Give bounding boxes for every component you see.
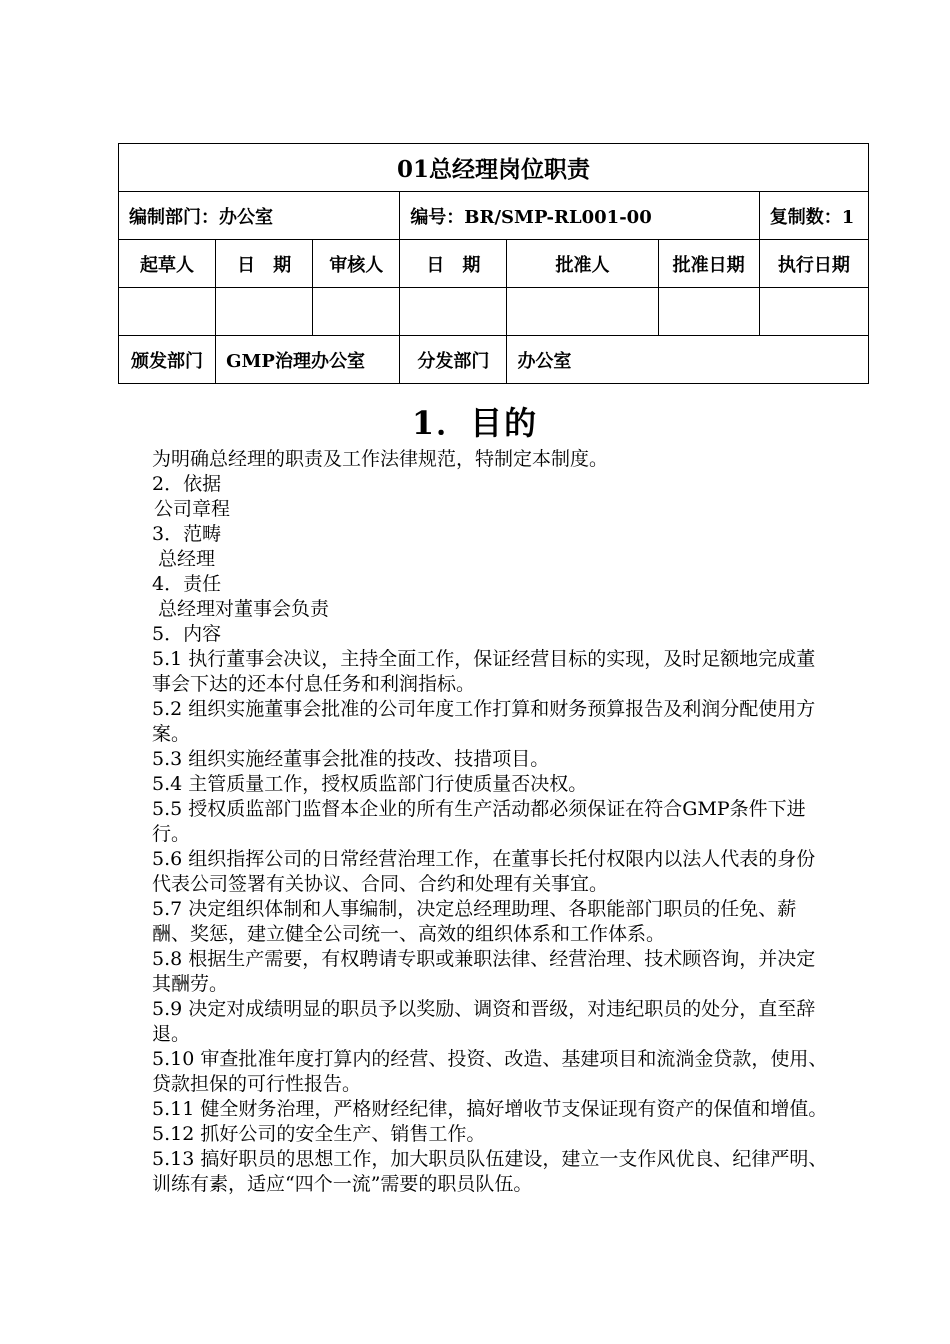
paragraph: 为明确总经理的职责及工作法律规范，特制定本制度。: [152, 448, 609, 470]
document-code: 编号：BR/SMP-RL001-00: [400, 192, 759, 240]
paragraph: 3．范畴: [152, 523, 222, 545]
compiling-department: 编制部门：办公室: [119, 192, 400, 240]
paragraph: 2．依据: [152, 473, 222, 495]
paragraph: 总经理: [158, 548, 216, 570]
paragraph: 5.6 组织指挥公司的日常经营治理工作，在董事长托付权限内以法人代表的身份代表公司签署有关协议、合同、合约和处理有关事宜。: [152, 848, 816, 895]
issue-dept-value: GMP治理办公室: [216, 336, 400, 384]
paragraph: 5.8 根据生产需要，有权聘请专职或兼职法律、经营治理、技术顾咨询，并决定其酬劳。: [152, 948, 816, 995]
document-header-table: [118, 143, 869, 384]
col-reviewer: 审核人: [313, 240, 400, 288]
paragraph: 4．责任: [152, 573, 222, 595]
col-date-2: 日 期: [400, 240, 507, 288]
cell-reviewer: [313, 288, 400, 336]
paragraph: 5.9 决定对成绩明显的职员予以奖励、调资和晋级，对违纪职员的处分，直至辞退。: [152, 998, 816, 1045]
paragraph: 5.3 组织实施经董事会批准的技改、技措项目。: [152, 748, 550, 770]
paragraph: 总经理对董事会负责: [158, 598, 330, 620]
paragraph: 5.13 搞好职员的思想工作，加大职员队伍建设，建立一支作风优良、纪律严明、训练有素，适应“四个一流”需要的职员队伍。: [152, 1148, 828, 1195]
paragraph: 公司章程: [154, 498, 231, 520]
col-approval-date: 批准日期: [658, 240, 759, 288]
paragraph: 5.5 授权质监部门监督本企业的所有生产活动都必须保证在符合GMP条件下进行。: [152, 798, 806, 845]
paragraph: 5.11 健全财务治理，严格财经纪律，搞好增收节支保证现有资产的保值和增值。: [152, 1098, 828, 1120]
cell-approval-date: [658, 288, 759, 336]
section-title: 1．目的: [411, 404, 539, 442]
paragraph: 5.10 审查批准年度打算内的经营、投资、改造、基建项目和流淌金贷款，使用、贷款担保的可行性报告。: [152, 1048, 828, 1095]
col-effective-date: 执行日期: [759, 240, 868, 288]
cell-drafter: [119, 288, 216, 336]
col-date-1: 日 期: [216, 240, 313, 288]
issue-dept-label: 颁发部门: [119, 336, 216, 384]
paragraph: 5.4 主管质量工作，授权质监部门行使质量否决权。: [152, 773, 588, 795]
paragraph: 5.2 组织实施董事会批准的公司年度工作打算和财务预算报告及利润分配使用方案。: [152, 698, 816, 745]
copy-count: 复制数：1: [759, 192, 868, 240]
cell-date-2: [400, 288, 507, 336]
paragraph: 5.1 执行董事会决议，主持全面工作，保证经营目标的实现，及时足额地完成董事会下达的还本付息任务和利润指标。: [152, 648, 816, 695]
cell-effective-date: [759, 288, 868, 336]
paragraph: 5.12 抓好公司的安全生产、销售工作。: [152, 1123, 486, 1145]
document-body: [138, 447, 828, 1197]
paragraph: 5.7 决定组织体制和人事编制，决定总经理助理、各职能部门职员的任免、薪酬、奖惩，建立健全公司统一、高效的组织体系和工作体系。: [152, 898, 797, 945]
distribution-dept-label: 分发部门: [400, 336, 507, 384]
col-approver: 批准人: [507, 240, 658, 288]
cell-approver: [507, 288, 658, 336]
col-drafter: 起草人: [119, 240, 216, 288]
cell-date-1: [216, 288, 313, 336]
paragraph: 5．内容: [152, 623, 222, 645]
document-title: 01总经理岗位职责: [119, 144, 869, 192]
distribution-dept-value: 办公室: [507, 336, 869, 384]
